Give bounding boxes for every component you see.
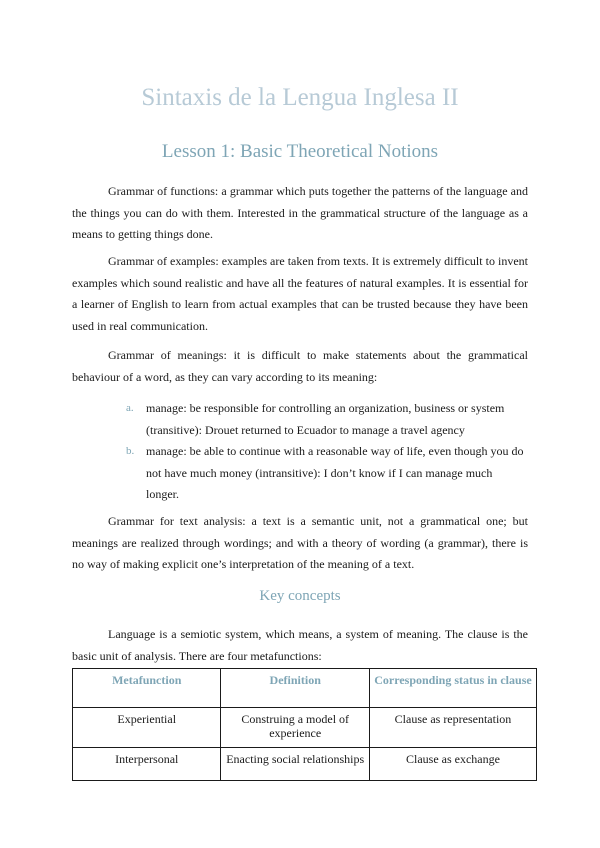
list-item-text: manage: be responsible for controlling an organization, business or system (transitive): Drouet returned to Ecuador to manage a travel agency [146, 401, 505, 437]
lesson-title: Lesson 1: Basic Theoretical Notions [161, 141, 439, 162]
document-title: Sintaxis de la Lengua Inglesa II [141, 84, 459, 111]
table-cell: Experiential [73, 708, 221, 748]
table-header-cell: Definition [221, 669, 369, 708]
list-item-text: manage: be able to continue with a reasonable way of life, even though you do not have much money (intransitive): I don’t know if I can manage much longer. [146, 444, 524, 501]
table-cell: Interpersonal [73, 748, 221, 781]
paragraph-examples: Grammar of examples: examples are taken from texts. It is extremely difficult to invent examples which sound realistic and have all the features of natural examples. It is essential for a learner of English to learn from actual examples that can be trusted because they have been used in real communication. [72, 254, 528, 333]
table-cell: Enacting social relationships [221, 748, 369, 781]
table-cell: Clause as representation [369, 708, 536, 748]
table-header-cell: Metafunction [73, 669, 221, 708]
list-marker: b. [126, 445, 135, 457]
table-row [73, 748, 537, 781]
paragraph-key-concepts: Language is a semiotic system, which means, a system of meaning. The clause is the basic unit of analysis. There are four metafunctions: [72, 627, 528, 663]
paragraph-functions: Grammar of functions: a grammar which puts together the patterns of the language and the things you can do with them. Interested in the grammatical structure of the language as a means to getting things done. [72, 184, 528, 241]
table-cell: Clause as exchange [369, 748, 536, 781]
paragraph-text-analysis: Grammar for text analysis: a text is a semantic unit, not a grammatical one; but meanings are realized through wordings; and with a theory of wording (a grammar), there is no way of making explicit one’s interpretation of the meaning of a text. [72, 514, 528, 571]
paragraph-meanings: Grammar of meanings: it is difficult to make statements about the grammatical behaviour of a word, as they can vary according to its meaning: [72, 348, 528, 384]
list-marker: a. [126, 402, 134, 414]
key-concepts-heading: Key concepts [259, 588, 341, 604]
list-item [72, 398, 528, 441]
metafunctions-table [72, 668, 537, 781]
list-item [72, 441, 528, 506]
meaning-examples-list [72, 398, 528, 506]
table-cell: Construing a model of experience [221, 708, 369, 748]
table-row [73, 708, 537, 748]
table-header-cell: Corresponding status in clause [369, 669, 536, 708]
table-header-row [73, 669, 537, 708]
